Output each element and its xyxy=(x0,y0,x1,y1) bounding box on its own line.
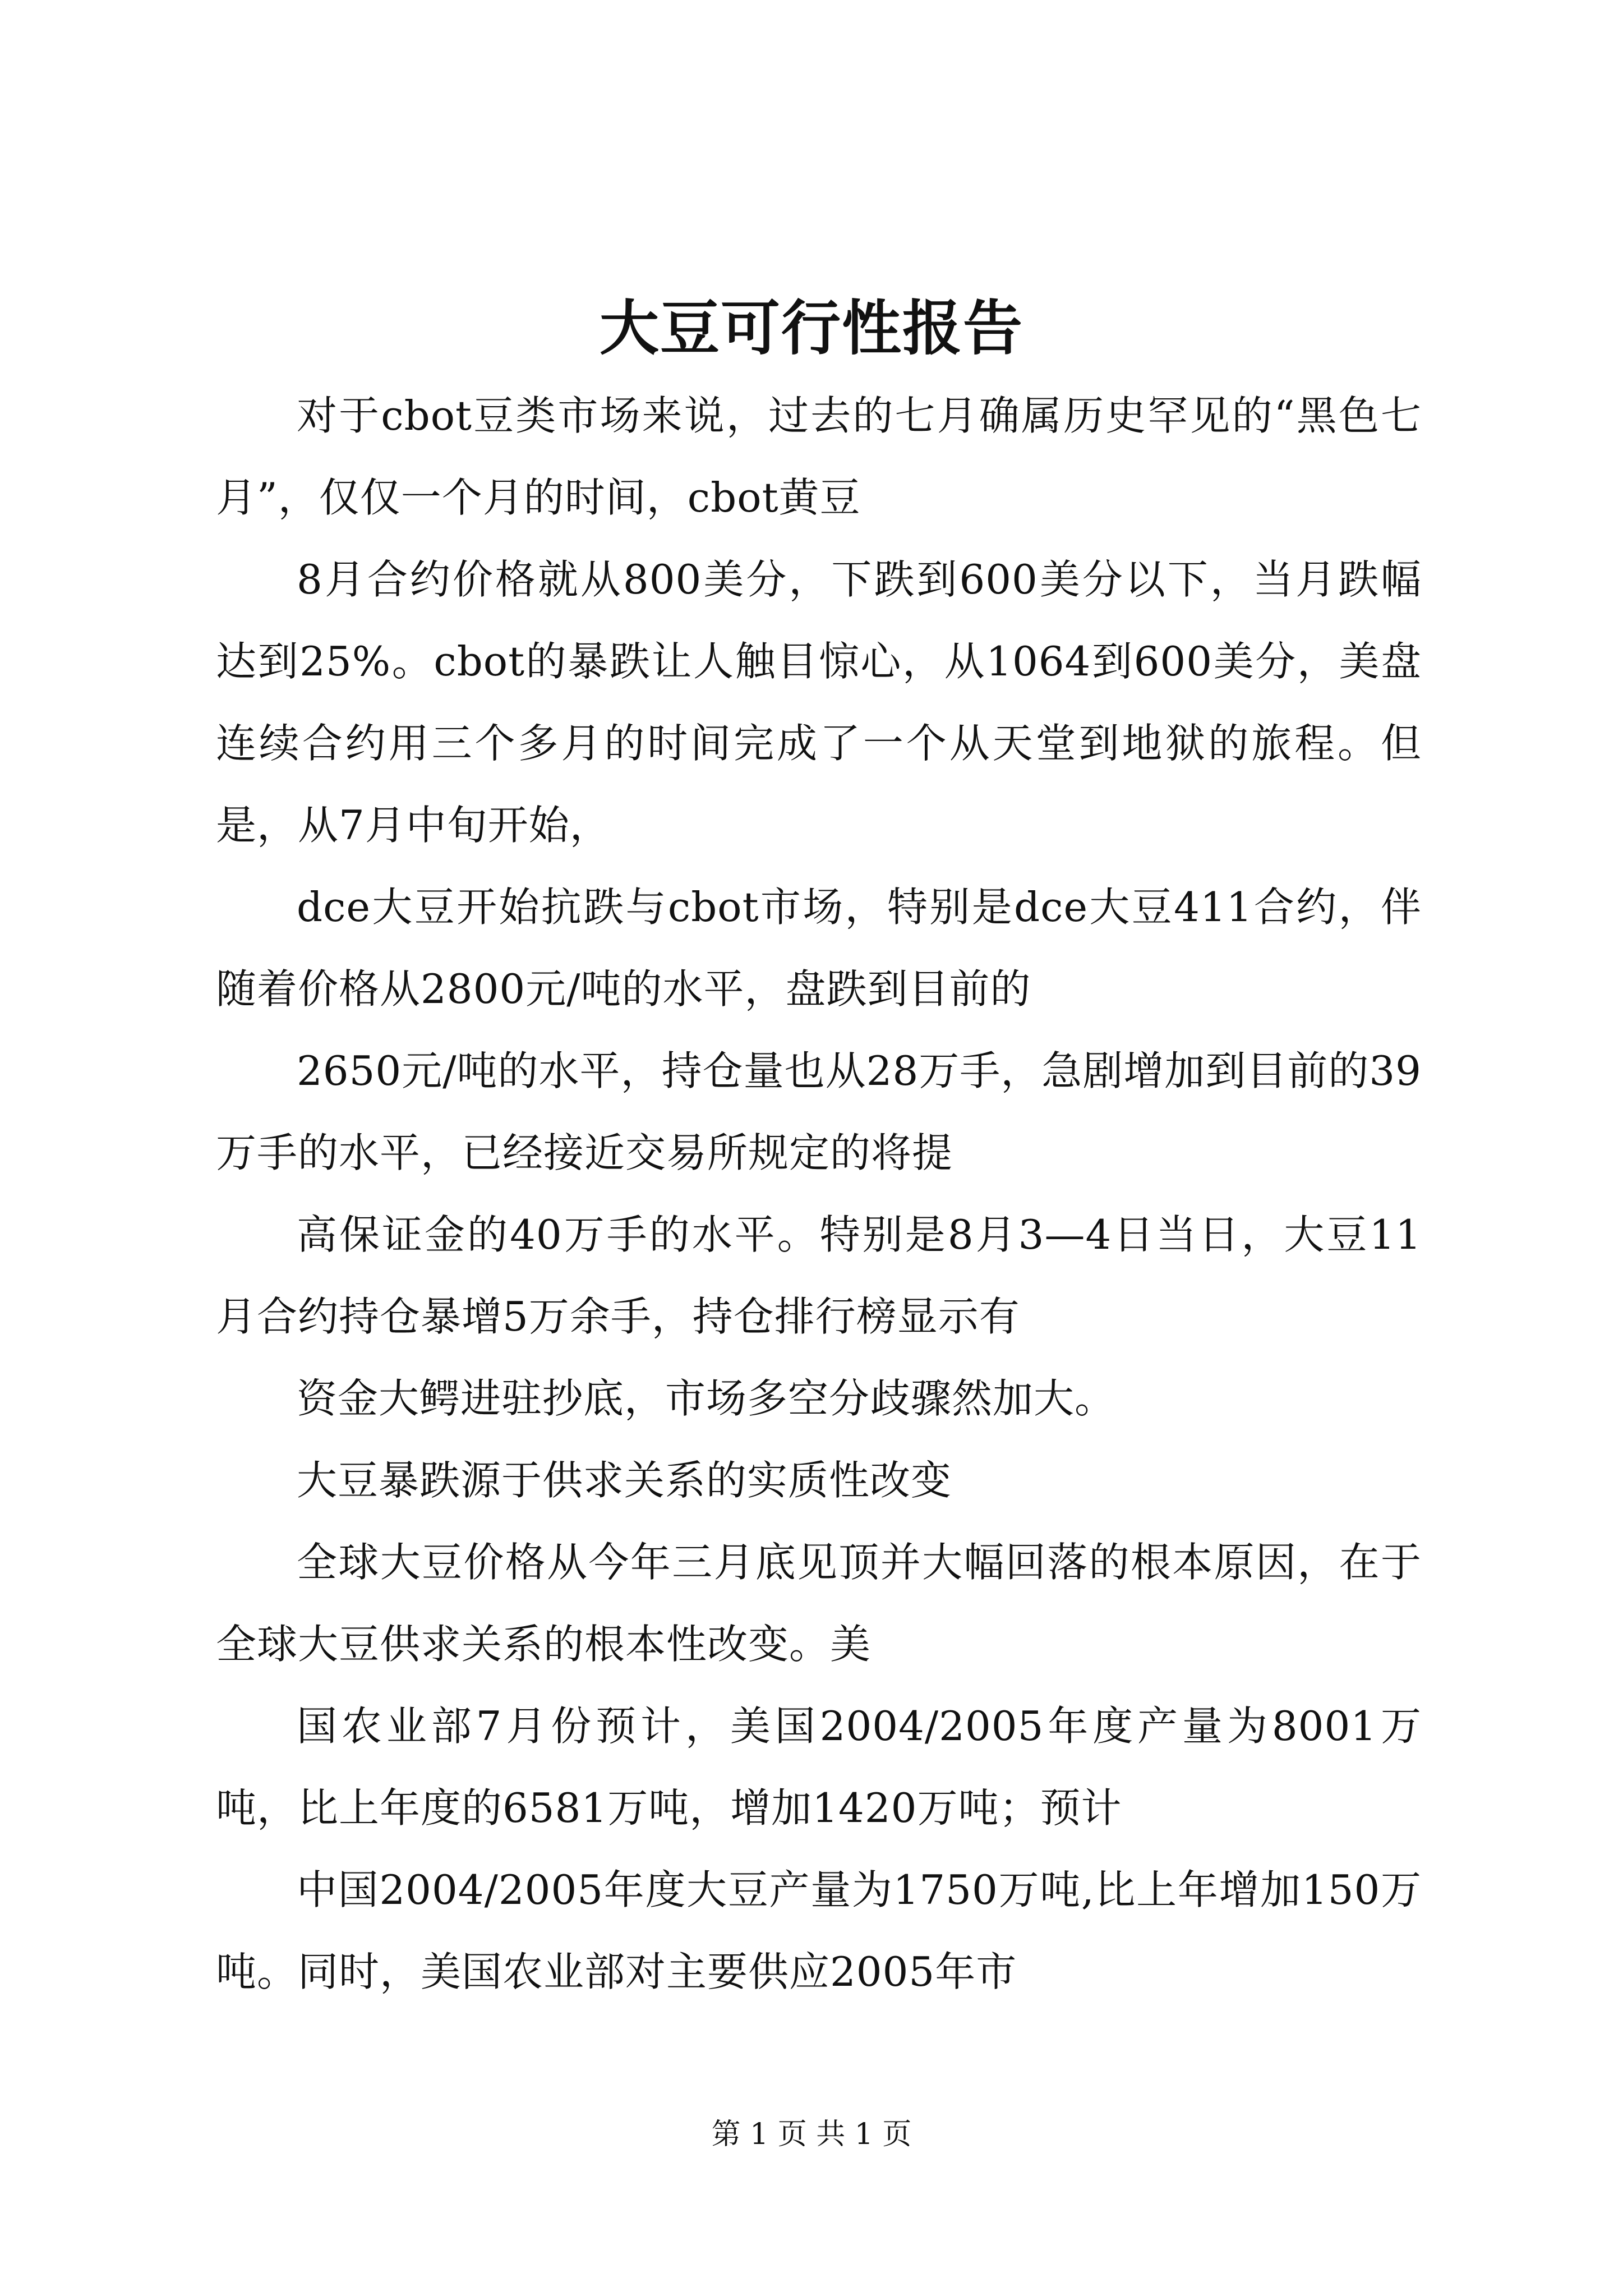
paragraph-6: 资金大鳄进驻抄底，市场多空分歧骤然加大。 xyxy=(297,1375,1116,1422)
document-title: 大豆可行性报告 xyxy=(600,293,1023,363)
paragraph-5: 高保证金的40万手的水平。特别是8月3—4日当日，大豆11月合约持仓暴增5万余手，持仓排行榜显示有 xyxy=(216,1211,1422,1340)
paragraph-1: 对于cbot豆类市场来说，过去的七月确属历史罕见的“黑色七月”，仅仅一个月的时间，cbot黄豆 xyxy=(216,392,1422,521)
paragraph-3: dce大豆开始抗跌与cbot市场，特别是dce大豆411合约，伴随着价格从2800元/吨的水平，盘跌到目前的 xyxy=(216,884,1422,1013)
section-heading: 大豆暴跌源于供求关系的实质性改变 xyxy=(297,1457,952,1504)
paragraph-9: 中国2004/2005年度大豆产量为1750万吨,比上年增加150万吨。同时，美国农业部对主要供应2005年市 xyxy=(216,1866,1422,1995)
page-number-footer: 第 1 页 共 1 页 xyxy=(711,2118,912,2151)
paragraph-7: 全球大豆价格从今年三月底见顶并大幅回落的根本原因，在于全球大豆供求关系的根本性改变。美 xyxy=(216,1539,1422,1668)
paragraph-4: 2650元/吨的水平，持仓量也从28万手，急剧增加到目前的39万手的水平，已经接近交易所规定的将提 xyxy=(216,1047,1422,1176)
paragraph-2: 8月合约价格就从800美分，下跌到600美分以下，当月跌幅达到25%。cbot的暴跌让人触目惊心，从1064到600美分，美盘连续合约用三个多月的时间完成了一个从天堂到地狱的旅程。但是，从7月中旬开始， xyxy=(216,556,1422,849)
document-body xyxy=(216,375,1422,2013)
paragraph-8: 国农业部7月份预计，美国2004/2005年度产量为8001万吨，比上年度的6581万吨，增加1420万吨；预计 xyxy=(216,1703,1422,1832)
